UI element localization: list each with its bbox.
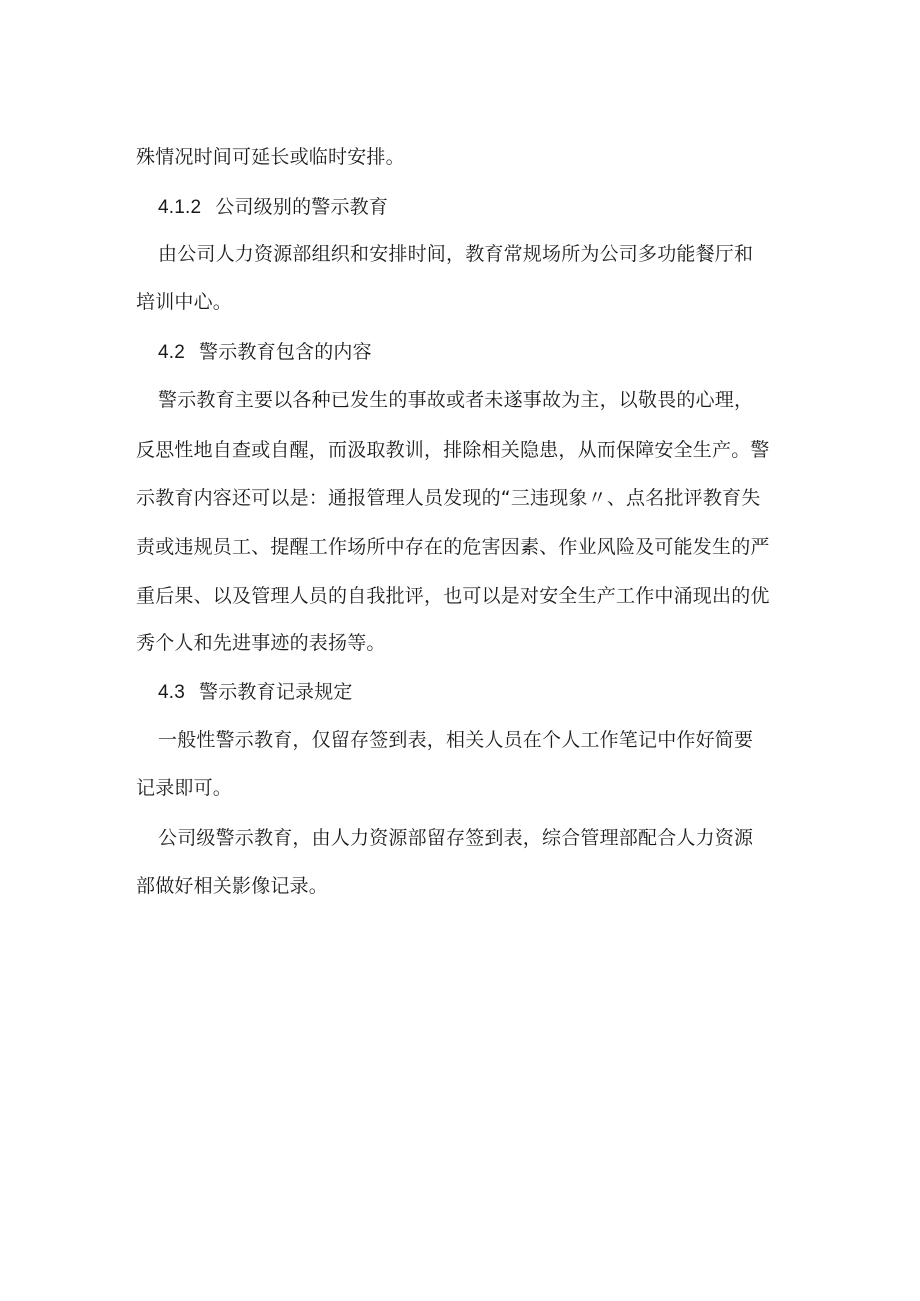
paragraph-line: 警示教育主要以各种已发生的事故或者未遂事故为主，以敬畏的心理，: [158, 389, 754, 411]
paragraph-line: 部做好相关影像记录。: [136, 875, 329, 897]
section-title: 警示教育记录规定: [199, 681, 353, 703]
paragraph-line: 由公司人力资源部组织和安排时间，教育常规场所为公司多功能餐厅和: [158, 243, 754, 265]
section-heading-4-1-2: [158, 195, 388, 220]
paragraph-line: 公司级警示教育，由人力资源部留存签到表，综合管理部配合人力资源: [158, 827, 754, 849]
paragraph-line: 殊情况时间可延长或临时安排。: [136, 146, 405, 168]
paragraph-line: 责或违规员工、提醒工作场所中存在的危害因素、作业风险及可能发生的严: [136, 536, 770, 558]
paragraph-line: 重后果、以及管理人员的自我批评，也可以是对安全生产工作中涌现出的优: [136, 585, 770, 607]
section-heading-4-3: [158, 680, 353, 705]
section-number: 4.3: [158, 682, 186, 703]
paragraph-line: 反思性地自查或自醒，而汲取教训，排除相关隐患，从而保障安全生产。警: [136, 439, 770, 461]
section-title: 公司级别的警示教育: [215, 196, 389, 218]
paragraph-line: 秀个人和先进事迹的表扬等。: [136, 632, 386, 654]
paragraph-line: 记录即可。: [136, 777, 233, 799]
paragraph-line: 示教育内容还可以是：通报管理人员发现的“三违现象〃、点名批评教育失: [136, 487, 761, 509]
section-number: 4.2: [158, 342, 186, 363]
paragraph-line: 一般性警示教育，仅留存签到表，相关人员在个人工作笔记中作好简要: [158, 729, 754, 751]
section-heading-4-2: [158, 340, 372, 365]
section-number: 4.1.2: [158, 197, 202, 218]
paragraph-line: 培训中心。: [136, 291, 233, 313]
section-title: 警示教育包含的内容: [199, 341, 372, 363]
